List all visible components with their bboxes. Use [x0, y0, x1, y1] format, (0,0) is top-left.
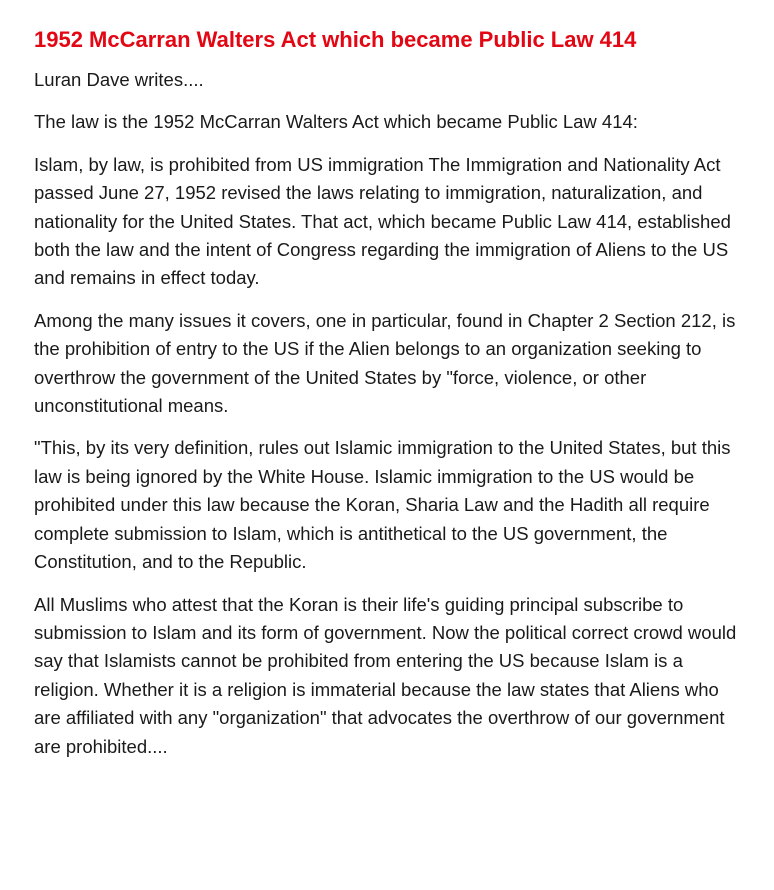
- body-paragraph-3: "This, by its very definition, rules out Islamic immigration to the United States, but this law is being ignored by the White House. Islamic immigration to the US would be prohibited under this law because the Koran, Sharia Law and the Hadith all require complete submission to Islam, which is antithetical to the US government, the Constitution, and to the Republic.: [34, 437, 731, 573]
- body-paragraph-2: Among the many issues it covers, one in particular, found in Chapter 2 Section 212, is the prohibition of entry to the US if the Alien belongs to an organization seeking to overthrow the government of the United States by "force, violence, or other unconstitutional means.: [34, 309, 736, 417]
- intro-paragraph: The law is the 1952 McCarran Walters Act which became Public Law 414:: [34, 111, 638, 133]
- author-line: Luran Dave writes....: [34, 69, 204, 90]
- body-paragraph-1: Islam, by law, is prohibited from US immigration The Immigration and Nationality Act passed June 27, 1952 revised the laws relating to immigration, naturalization, and nationality for the United States. That act, which became Public Law 414, established both the law and the intent of Congress regarding the immigration of Aliens to the US and remains in effect today.: [34, 153, 731, 289]
- article-title: 1952 McCarran Walters Act which became Public Law 414: [34, 27, 637, 52]
- body-paragraph-4: All Muslims who attest that the Koran is their life's guiding principal subscribe to submission to Islam and its form of government. Now the political correct crowd would say that Islamists cannot be prohibited from entering the US because Islam is a religion. Whether it is a religion is immaterial because the law states that Aliens who are affiliated with any "organization" that advocates the overthrow of our government are prohibited....: [34, 593, 737, 757]
